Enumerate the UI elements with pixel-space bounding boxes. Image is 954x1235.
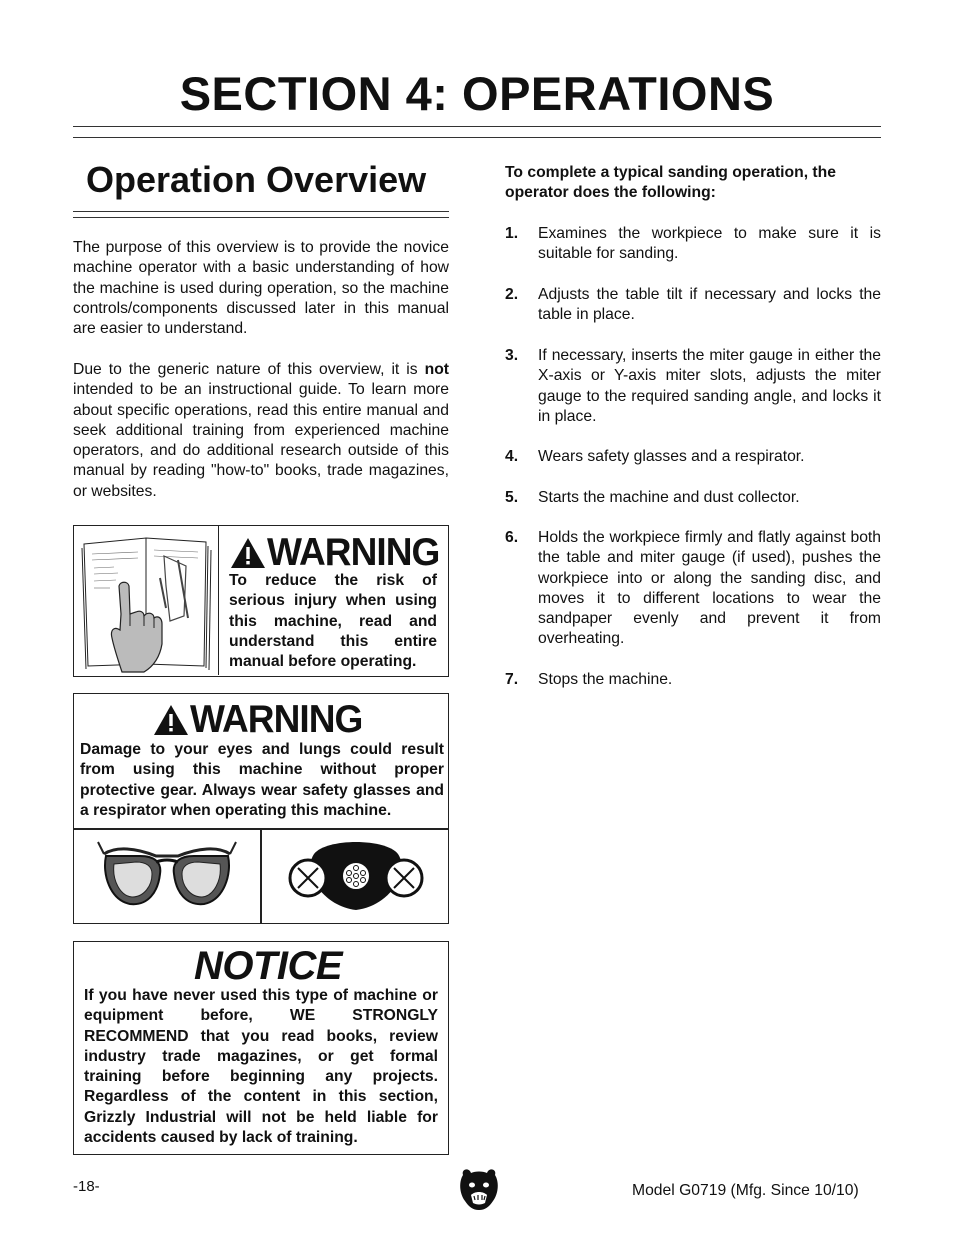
section-title: SECTION 4: OPERATIONS bbox=[179, 67, 775, 120]
notice-text: If you have never used this type of machine or equipment before, WE STRONGLY RECOMMEND that you read books, review industry trade magazines, or get formal training before beginning any projects. Regardless of the content in this section, Grizzly Industrial will not be held liable for accidents caused by lack of training. bbox=[84, 987, 438, 1147]
step-text: Starts the machine and dust collector. bbox=[538, 489, 800, 506]
sanding-operation-intro: To complete a typical sanding operation, the operator does the following: bbox=[505, 164, 836, 202]
safety-glasses-icon bbox=[96, 834, 238, 919]
warning-box-manual bbox=[73, 525, 449, 677]
heading-rule-bottom bbox=[73, 217, 449, 218]
respirator-icon bbox=[286, 832, 426, 921]
warning-triangle-icon bbox=[229, 536, 267, 570]
grizzly-bear-logo bbox=[457, 1167, 501, 1216]
para2-bold-not: not bbox=[424, 361, 449, 378]
step-text: If necessary, inserts the miter gauge in either the X-axis or Y-axis miter slots, adjusts the miter gauge to the required sanding angle, and locks it in place. bbox=[538, 347, 881, 425]
model-info: Model G0719 (Mfg. Since 10/10) bbox=[632, 1182, 859, 1199]
notice-box bbox=[73, 941, 449, 1155]
step-number: 7. bbox=[505, 671, 519, 688]
warning-header-2 bbox=[152, 698, 372, 742]
overview-paragraph-1: The purpose of this overview is to provide the novice machine operator with a basic understanding of how the machine is used during operation, so the machine controls/components discussed later in this manual are easier to understand. bbox=[73, 239, 449, 338]
overview-paragraph-2 bbox=[73, 360, 449, 502]
title-rule-top bbox=[73, 126, 881, 127]
warning-label-1: WARNING bbox=[267, 531, 440, 574]
para2-start: Due to the generic nature of this overview, it is bbox=[73, 361, 425, 378]
warning-header-1 bbox=[229, 531, 449, 575]
manual-reading-icon bbox=[74, 526, 219, 675]
heading-rule-top bbox=[73, 211, 449, 212]
step-number: 4. bbox=[505, 448, 519, 465]
warning-text-2: Damage to your eyes and lungs could result from using this machine without proper protective gear. Always wear safety glasses and a respirator when operating this machine. bbox=[80, 741, 444, 819]
warning-triangle-icon bbox=[152, 703, 190, 737]
notice-heading: NOTICE bbox=[194, 944, 343, 988]
step-text: Holds the workpiece firmly and flatly against both the table and miter gauge (if used), pushes the workpiece into or along the sanding disc, and moves it to different locations to wear the sandpaper evenly and prevent it from overheating. bbox=[538, 529, 881, 648]
step-text: Stops the machine. bbox=[538, 671, 673, 688]
warning-box-protective-gear bbox=[73, 693, 449, 924]
warning-label-2: WARNING bbox=[190, 698, 363, 741]
step-text: Adjusts the table tilt if necessary and locks the table in place. bbox=[538, 286, 881, 324]
step-number: 5. bbox=[505, 489, 519, 506]
title-rule-bottom bbox=[73, 137, 881, 138]
box-vertical-divider bbox=[260, 828, 262, 923]
warning-text-1: To reduce the risk of serious injury when using this machine, read and understand this entire manual before operating. bbox=[229, 572, 437, 671]
para2-end: intended to be an instructional guide. To learn more about specific operations, read this entire manual and seek additional training from experienced machine operators, and do additional research outside of this manual by reading "how-to" books, trade magazines, or websites. bbox=[73, 381, 449, 500]
operation-overview-heading: Operation Overview bbox=[86, 159, 427, 200]
step-number: 6. bbox=[505, 529, 519, 546]
step-number: 2. bbox=[505, 286, 519, 303]
step-text: Examines the workpiece to make sure it is suitable for sanding. bbox=[538, 225, 881, 263]
page-number: -18- bbox=[73, 1178, 100, 1195]
step-text: Wears safety glasses and a respirator. bbox=[538, 448, 805, 465]
step-number: 3. bbox=[505, 347, 519, 364]
step-number: 1. bbox=[505, 225, 519, 242]
